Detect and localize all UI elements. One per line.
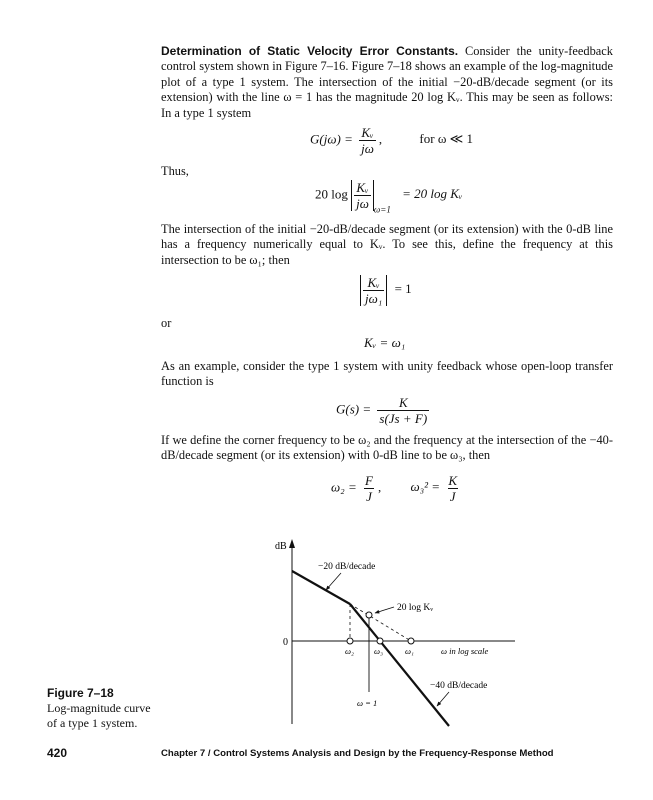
running-footer: Chapter 7 / Control Systems Analysis and Design by the Frequency-Response Method <box>161 748 554 759</box>
intro-body: Consider the unity-feedback control system shown in Figure 7–16. Figure 7–18 shows an example of the log-magnitude plot of a type 1 system. The intersection of the initial −20-dB/decade segment (or its extension) with the line ω = 1 has the magnitude 20 log Kᵥ. This may be seen as follows: In a type 1 system <box>161 44 613 120</box>
page-number: 420 <box>47 746 68 760</box>
section-heading: Determination of Static Velocity Error Constants. <box>161 44 459 58</box>
eq2-sub: ω=1 <box>373 204 391 215</box>
eq6-lhs2: ω₃² = <box>410 479 441 495</box>
eq1-num: Kᵥ <box>361 125 374 140</box>
figure-caption <box>47 686 157 731</box>
eq5-lhs: G(s) = <box>336 401 372 417</box>
zero-label: 0 <box>283 637 288 648</box>
or-text: or <box>161 316 172 330</box>
slope2-arrow <box>437 692 449 706</box>
eq3-den: jω₁ <box>365 291 383 306</box>
paragraph-2: The intersection of the initial −20-dB/decade segment (or its extension) with the 0-dB line has a frequency numerically equal to Kᵥ. To see this, define the frequency at this intersection to be ω₁; then <box>161 222 613 267</box>
eq1-lhs: G(jω) = <box>310 131 353 147</box>
eq5-den: s(Js + F) <box>379 411 428 426</box>
eq2-pre: 20 log <box>315 186 348 202</box>
eq2-rhs: = 20 log Kᵥ <box>402 186 463 202</box>
paragraph-3: As an example, consider the type 1 system with unity feedback whose open-loop transfer function is <box>161 359 613 389</box>
x-axis-label: ω in log scale <box>441 646 489 656</box>
eq3-rhs: = 1 <box>394 281 412 297</box>
y-axis-label: dB <box>275 541 287 552</box>
eq2-num: Kᵥ <box>356 180 369 195</box>
eq1-comma: , <box>378 131 383 147</box>
slope1-arrow <box>326 573 341 590</box>
w2-label: ω₂ <box>345 646 354 656</box>
slope1-label: −20 dB/decade <box>318 562 376 572</box>
eq1-den: jω <box>361 141 374 156</box>
minus20-segment <box>292 571 350 604</box>
eq6-comma: , <box>377 479 382 495</box>
y-axis-arrow <box>289 539 295 548</box>
caption-label: Figure 7–18 <box>47 686 114 700</box>
paragraph-4: If we define the corner frequency to be ω₂ and the frequency at the intersection of the −40-dB/decade segment (or its extension) with 0-dB line to be ω₃, then <box>161 433 613 463</box>
w2-point <box>347 638 353 644</box>
w1-label: ω₁ <box>405 646 414 656</box>
thus-text: Thus, <box>161 164 189 178</box>
eq3-num: Kᵥ <box>367 275 380 290</box>
eq1-condition: for ω ≪ 1 <box>419 131 473 147</box>
w3-label: ω₃ <box>374 646 383 656</box>
kv-point <box>366 612 372 618</box>
eq6-den1: J <box>366 489 372 504</box>
w1-point <box>408 638 414 644</box>
eq2-den: jω <box>356 196 369 211</box>
eq6-den2: J <box>449 489 456 504</box>
eq5-num: K <box>398 395 408 410</box>
slope2-label: −40 dB/decade <box>430 681 488 691</box>
omega-eq-label: ω = 1 <box>357 698 378 708</box>
kv-label: 20 log Kᵥ <box>397 603 434 613</box>
w3-point <box>377 638 383 644</box>
eq6-num1: F <box>364 473 373 488</box>
eq6-num2: K <box>448 473 457 488</box>
caption-text: Log-magnitude curve of a type 1 system. <box>47 701 151 730</box>
equation-4: Kᵥ = ω₁ <box>364 335 406 350</box>
eq6-lhs1: ω₂ = <box>331 479 357 495</box>
kv-arrow <box>375 607 394 613</box>
